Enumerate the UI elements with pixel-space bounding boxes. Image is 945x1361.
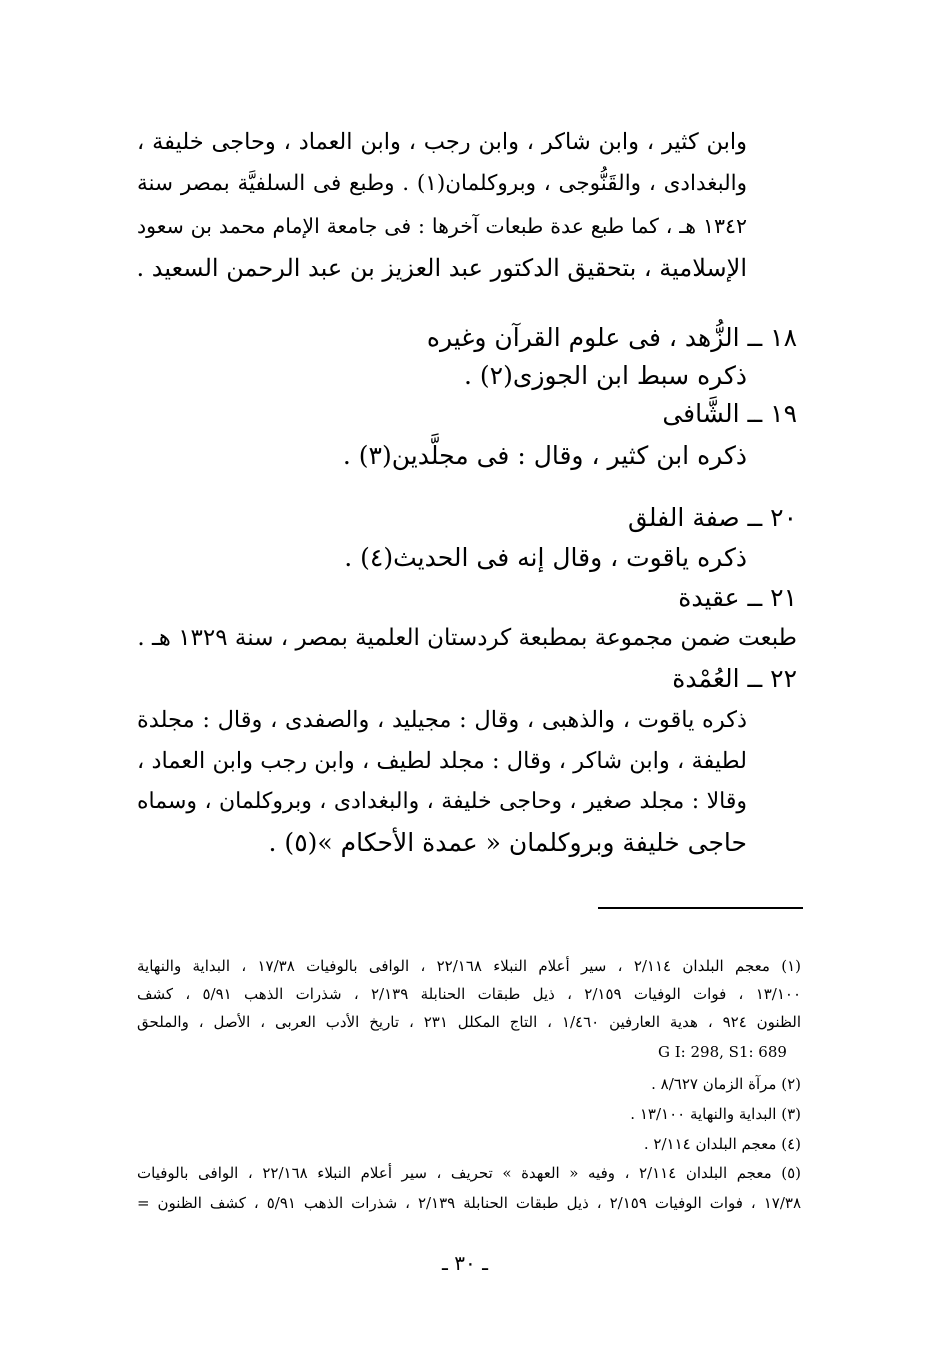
entry-text: ذكره سبط ابن الجوزى(٢) . xyxy=(463,361,747,390)
footnote-line: ١٣/١٠٠ ، فوات الوفيات ٢/١٥٩ ، ذيل طبقات الحنابلة ٢/١٣٩ ، شذرات الذهب ٥/٩١ ، كشف xyxy=(137,985,802,1003)
intro-line: والبغدادى ، والقَنُّوجى ، وبروكلمان(١) . وطبع فى السلفيَّة بمصر سنة xyxy=(137,171,748,196)
footnote-line: (٢) مرآة الزمان ٨/٦٢٧ . xyxy=(651,1075,801,1093)
entry-text: ذكره ابن كثير ، وقال : فى مجلَّدين(٣) . xyxy=(342,441,747,470)
footnote-line: (١) معجم البلدان ٢/١١٤ ، سير أعلام النبلاء ٢٢/١٦٨ ، الوافى بالوفيات ١٧/٣٨ ، البداية والنهاية xyxy=(137,957,801,975)
footnote-line: (٤) معجم البلدان ٢/١١٤ . xyxy=(643,1135,801,1153)
entry-text: ذكره ياقوت ، والذهبى ، وقال : مجيليد ، والصفدى ، وقال : مجلدة xyxy=(137,707,747,733)
footnote-line: G I: 298, S1: 689 xyxy=(658,1043,787,1061)
entry-heading: ١٩ ــ الشَّافى xyxy=(662,399,797,428)
intro-line: وابن كثير ، وابن شاكر ، وابن رجب ، وابن العماد ، وحاجى خليفة ، xyxy=(137,129,747,155)
footnote-line: الظنون ٩٢٤ ، هدية العارفين ١/٤٦٠ ، التاج المكلل ٢٣١ ، تاريخ الأدب العربى ، الأصل ، والملحق xyxy=(137,1013,801,1031)
entry-heading: ١٨ ــ الزُّهد ، فى علوم القرآن وغيره xyxy=(426,323,797,352)
footnote-line: (٥) معجم البلدان ٢/١١٤ ، وفيه « العهدة » تحريف ، سير أعلام النبلاء ٢٢/١٦٨ ، الوافى بالوفيات xyxy=(137,1164,801,1182)
entry-heading: ٢١ ــ عقيدة xyxy=(678,583,797,612)
entry-heading: ٢٢ ــ العُمْدة xyxy=(672,664,797,693)
entry-text: طبعت ضمن مجموعة بمطبعة كردستان العلمية بمصر ، سنة ١٣٢٩ هـ . xyxy=(137,625,797,651)
entry-text: وقالا : مجلد صغير ، وحاجى خليفة ، والبغدادى ، وبروكلمان ، وسماه xyxy=(137,789,747,814)
footnote-separator xyxy=(598,907,803,909)
entry-text: لطيفة ، وابن شاكر ، وقال : مجلد لطيف ، وابن رجب وابن العماد ، xyxy=(137,748,747,774)
entry-text: حاجى خليفة وبروكلمان « عمدة الأحكام »(٥) . xyxy=(268,828,747,857)
footnote-line: (٣) البداية والنهاية ١٣/١٠٠ . xyxy=(630,1105,801,1123)
footnote-line: ١٧/٣٨ ، فوات الوفيات ٢/١٥٩ ، ذيل طبقات الحنابلة ٢/١٣٩ ، شذرات الذهب ٥/٩١ ، كشف الظنون = xyxy=(137,1194,802,1212)
entry-text: ذكره ياقوت ، وقال إنه فى الحديث(٤) . xyxy=(344,543,747,572)
entry-heading: ٢٠ ــ صفة الفلق xyxy=(628,503,797,532)
intro-line: الإسلامية ، بتحقيق الدكتور عبد العزيز بن عبد الرحمن السعيد . xyxy=(136,254,747,282)
page-number: ـ ٣٠ ـ xyxy=(442,1251,488,1275)
intro-line: ١٣٤٢ هـ ، كما طبع عدة طبعات آخرها : فى جامعة الإمام محمد بن سعود xyxy=(137,214,747,238)
